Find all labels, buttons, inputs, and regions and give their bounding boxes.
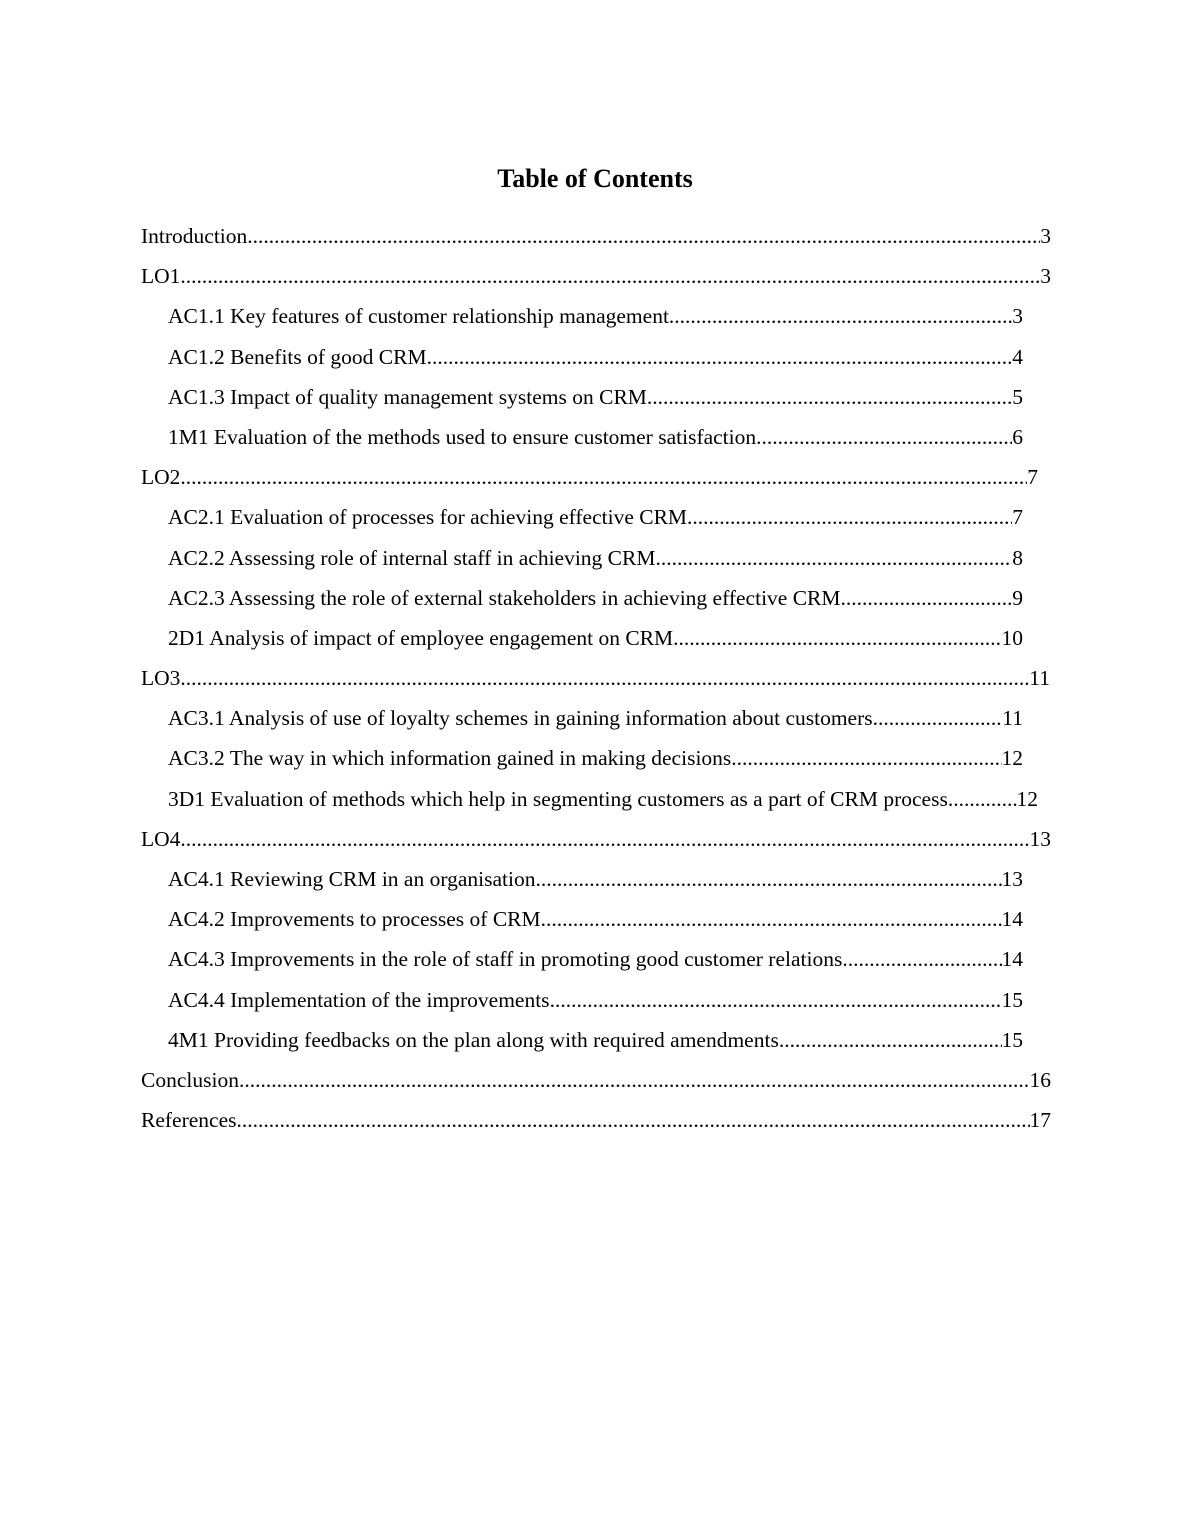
dot-leader [541,899,1002,939]
toc-entry-page: 6 [1012,424,1023,449]
toc-entry-text: AC3.1 Analysis of use of loyalty schemes in gaining information about customers [168,706,873,731]
toc-entry-text: 4M1 Providing feedbacks on the plan along with required amendments [168,1027,779,1052]
toc-entry-text: AC2.2 Assessing role of internal staff in achieving CRM [168,545,656,570]
toc-entry-page: 14 [1001,907,1023,932]
toc-entry-ac2-1[interactable] [0,497,1190,537]
dot-leader [647,377,1012,417]
toc-entry-lo4[interactable] [0,819,1190,859]
toc-entry-ac3-2[interactable] [0,738,1190,778]
toc-entry-conclusion[interactable] [0,1060,1190,1100]
toc-entry-text: LO3 [141,666,181,691]
dot-leader [180,256,1040,296]
toc-entry-ac4-1[interactable] [0,859,1190,899]
toc-entry-text: AC1.1 Key features of customer relationship management [168,304,669,329]
page-title: Table of Contents [497,164,693,193]
toc-entry-text: AC4.4 Implementation of the improvements [168,987,550,1012]
toc-entry-lo1[interactable] [0,256,1190,296]
toc-entry-ac2-2[interactable] [0,538,1190,578]
toc-entry-lo2[interactable] [0,457,1190,497]
toc-entry-page: 13 [1001,867,1023,891]
toc-entry-page: 15 [1001,1027,1023,1052]
dot-leader [237,1100,1030,1140]
dot-leader [731,738,1001,778]
toc-entry-1m1[interactable] [0,417,1190,457]
toc-entry-page: 11 [1029,666,1050,691]
toc-entry-lo3[interactable] [0,658,1190,698]
toc-entry-text: LO2 [141,465,181,490]
toc-entry-page: 4 [1012,344,1023,369]
toc-entry-page: 10 [1001,625,1023,650]
dot-leader [180,658,1029,698]
dot-leader [535,859,1001,899]
dot-leader [655,538,1012,578]
toc-entry-page: 12 [1016,786,1038,811]
toc-entry-page: 12 [1001,746,1023,771]
toc-entry-page: 16 [1029,1067,1051,1092]
dot-leader [550,980,1002,1020]
toc-entry-text: AC4.2 Improvements to processes of CRM [168,907,541,932]
toc-entry-text: LO1 [141,264,181,289]
toc-entry-page: 7 [1027,465,1038,490]
toc-entry-references[interactable] [0,1100,1190,1140]
toc-entry-text: 2D1 Analysis of impact of employee engagement on CRM [168,625,674,650]
dot-leader [239,1060,1030,1100]
toc-entry-page: 3 [1040,264,1051,289]
dot-leader [180,457,1027,497]
toc-entry-ac4-3[interactable] [0,939,1190,979]
toc-entry-ac3-1[interactable] [0,698,1190,738]
dot-leader [756,417,1012,457]
dot-leader [673,618,1001,658]
toc-entry-ac1-2[interactable] [0,337,1190,377]
toc-entry-text: AC2.3 Assessing the role of external stakeholders in achieving effective CRM [168,585,841,610]
toc-entry-ac1-1[interactable] [0,296,1190,336]
dot-leader [427,337,1013,377]
toc-entry-text: Introduction [141,224,248,248]
toc-entry-4m1[interactable] [0,1020,1190,1060]
toc-entry-page: 7 [1012,505,1023,530]
toc-entry-page: 3 [1040,224,1051,248]
toc-entry-ac1-3[interactable] [0,377,1190,417]
toc-entry-page: 15 [1001,987,1023,1012]
toc-entry-text: AC3.2 The way in which information gained in making decisions [168,746,732,771]
toc-entry-text: AC4.1 Reviewing CRM in an organisation [168,867,536,891]
toc-entry-text: AC1.2 Benefits of good CRM [168,344,427,369]
toc-entry-text: 3D1 Evaluation of methods which help in segmenting customers as a part of CRM process [168,786,948,811]
toc-entry-2d1[interactable] [0,618,1190,658]
toc-entry-page: 17 [1029,1108,1051,1133]
toc-entry-text: LO4 [141,826,181,851]
dot-leader [842,939,1001,979]
dot-leader [687,497,1012,537]
toc-entry-text: References [141,1108,237,1133]
dot-leader [779,1020,1002,1060]
toc-entry-ac4-2[interactable] [0,899,1190,939]
toc-entry-page: 9 [1012,585,1023,610]
toc-entry-ac2-3[interactable] [0,578,1190,618]
dot-leader [841,578,1013,618]
toc-entry-text: AC1.3 Impact of quality management systems on CRM [168,384,647,409]
toc-entry-3d1[interactable] [0,779,1190,819]
toc-entry-page: 14 [1001,947,1023,972]
toc-entry-page: 8 [1012,545,1023,570]
toc-entry-text: AC2.1 Evaluation of processes for achieving effective CRM [168,505,688,530]
toc-entry-introduction[interactable] [0,216,1190,256]
toc-entry-page: 3 [1012,304,1023,329]
toc-entry-ac4-4[interactable] [0,980,1190,1020]
table-of-contents [0,216,1190,1140]
dot-leader [180,819,1029,859]
toc-entry-page: 5 [1012,384,1023,409]
dot-leader [669,296,1012,336]
toc-entry-text: Conclusion [141,1067,239,1092]
toc-entry-page: 11 [1002,706,1023,731]
dot-leader [948,779,1017,819]
toc-entry-page: 13 [1029,826,1051,851]
dot-leader [873,698,1003,738]
dot-leader [247,216,1040,256]
toc-entry-text: AC4.3 Improvements in the role of staff in promoting good customer relations [168,947,843,972]
toc-entry-text: 1M1 Evaluation of the methods used to ensure customer satisfaction [168,424,757,449]
